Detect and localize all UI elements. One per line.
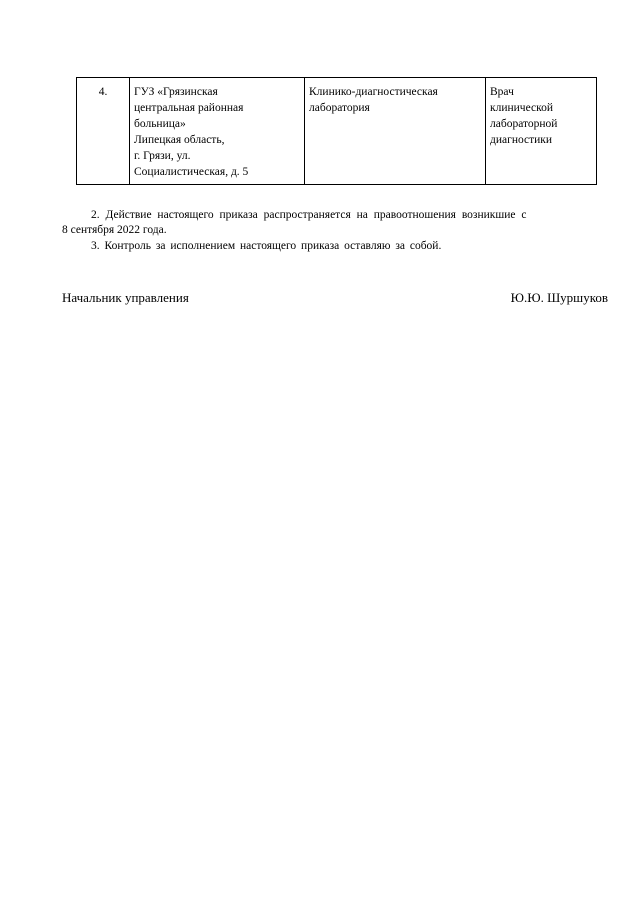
organization-line: Липецкая область,: [134, 134, 225, 146]
position-line: клинической: [490, 102, 553, 114]
organization-cell: [130, 78, 305, 185]
institutions-table: [76, 77, 597, 185]
department-line: лаборатория: [309, 102, 370, 114]
paragraph-3: 3. Контроль за исполнением настоящего приказа оставляю за собой.: [91, 240, 442, 252]
paragraph-2-line-2: 8 сентября 2022 года.: [62, 224, 167, 236]
row-number-cell: [77, 78, 130, 185]
organization-line: больница»: [134, 118, 186, 130]
signature-name: Ю.Ю. Шуршуков: [510, 290, 608, 305]
organization-line: центральная районная: [134, 102, 244, 114]
position-cell: [486, 78, 597, 185]
row-number: 4.: [98, 86, 108, 98]
organization-line: Социалистическая, д. 5: [134, 166, 249, 178]
organization-line: г. Грязи, ул.: [134, 150, 191, 162]
department-cell: [305, 78, 486, 185]
signature-title: Начальник управления: [62, 290, 189, 305]
paragraph-2-line-1: 2. Действие настоящего приказа распространяется на правоотношения возникшие с: [91, 209, 527, 221]
department-line: Клинико-диагностическая: [309, 86, 438, 98]
position-line: Врач: [490, 86, 514, 98]
table-row: [77, 78, 597, 185]
position-line: лабораторной: [490, 118, 558, 130]
position-line: диагностики: [490, 134, 553, 146]
organization-line: ГУЗ «Грязинская: [134, 86, 218, 98]
